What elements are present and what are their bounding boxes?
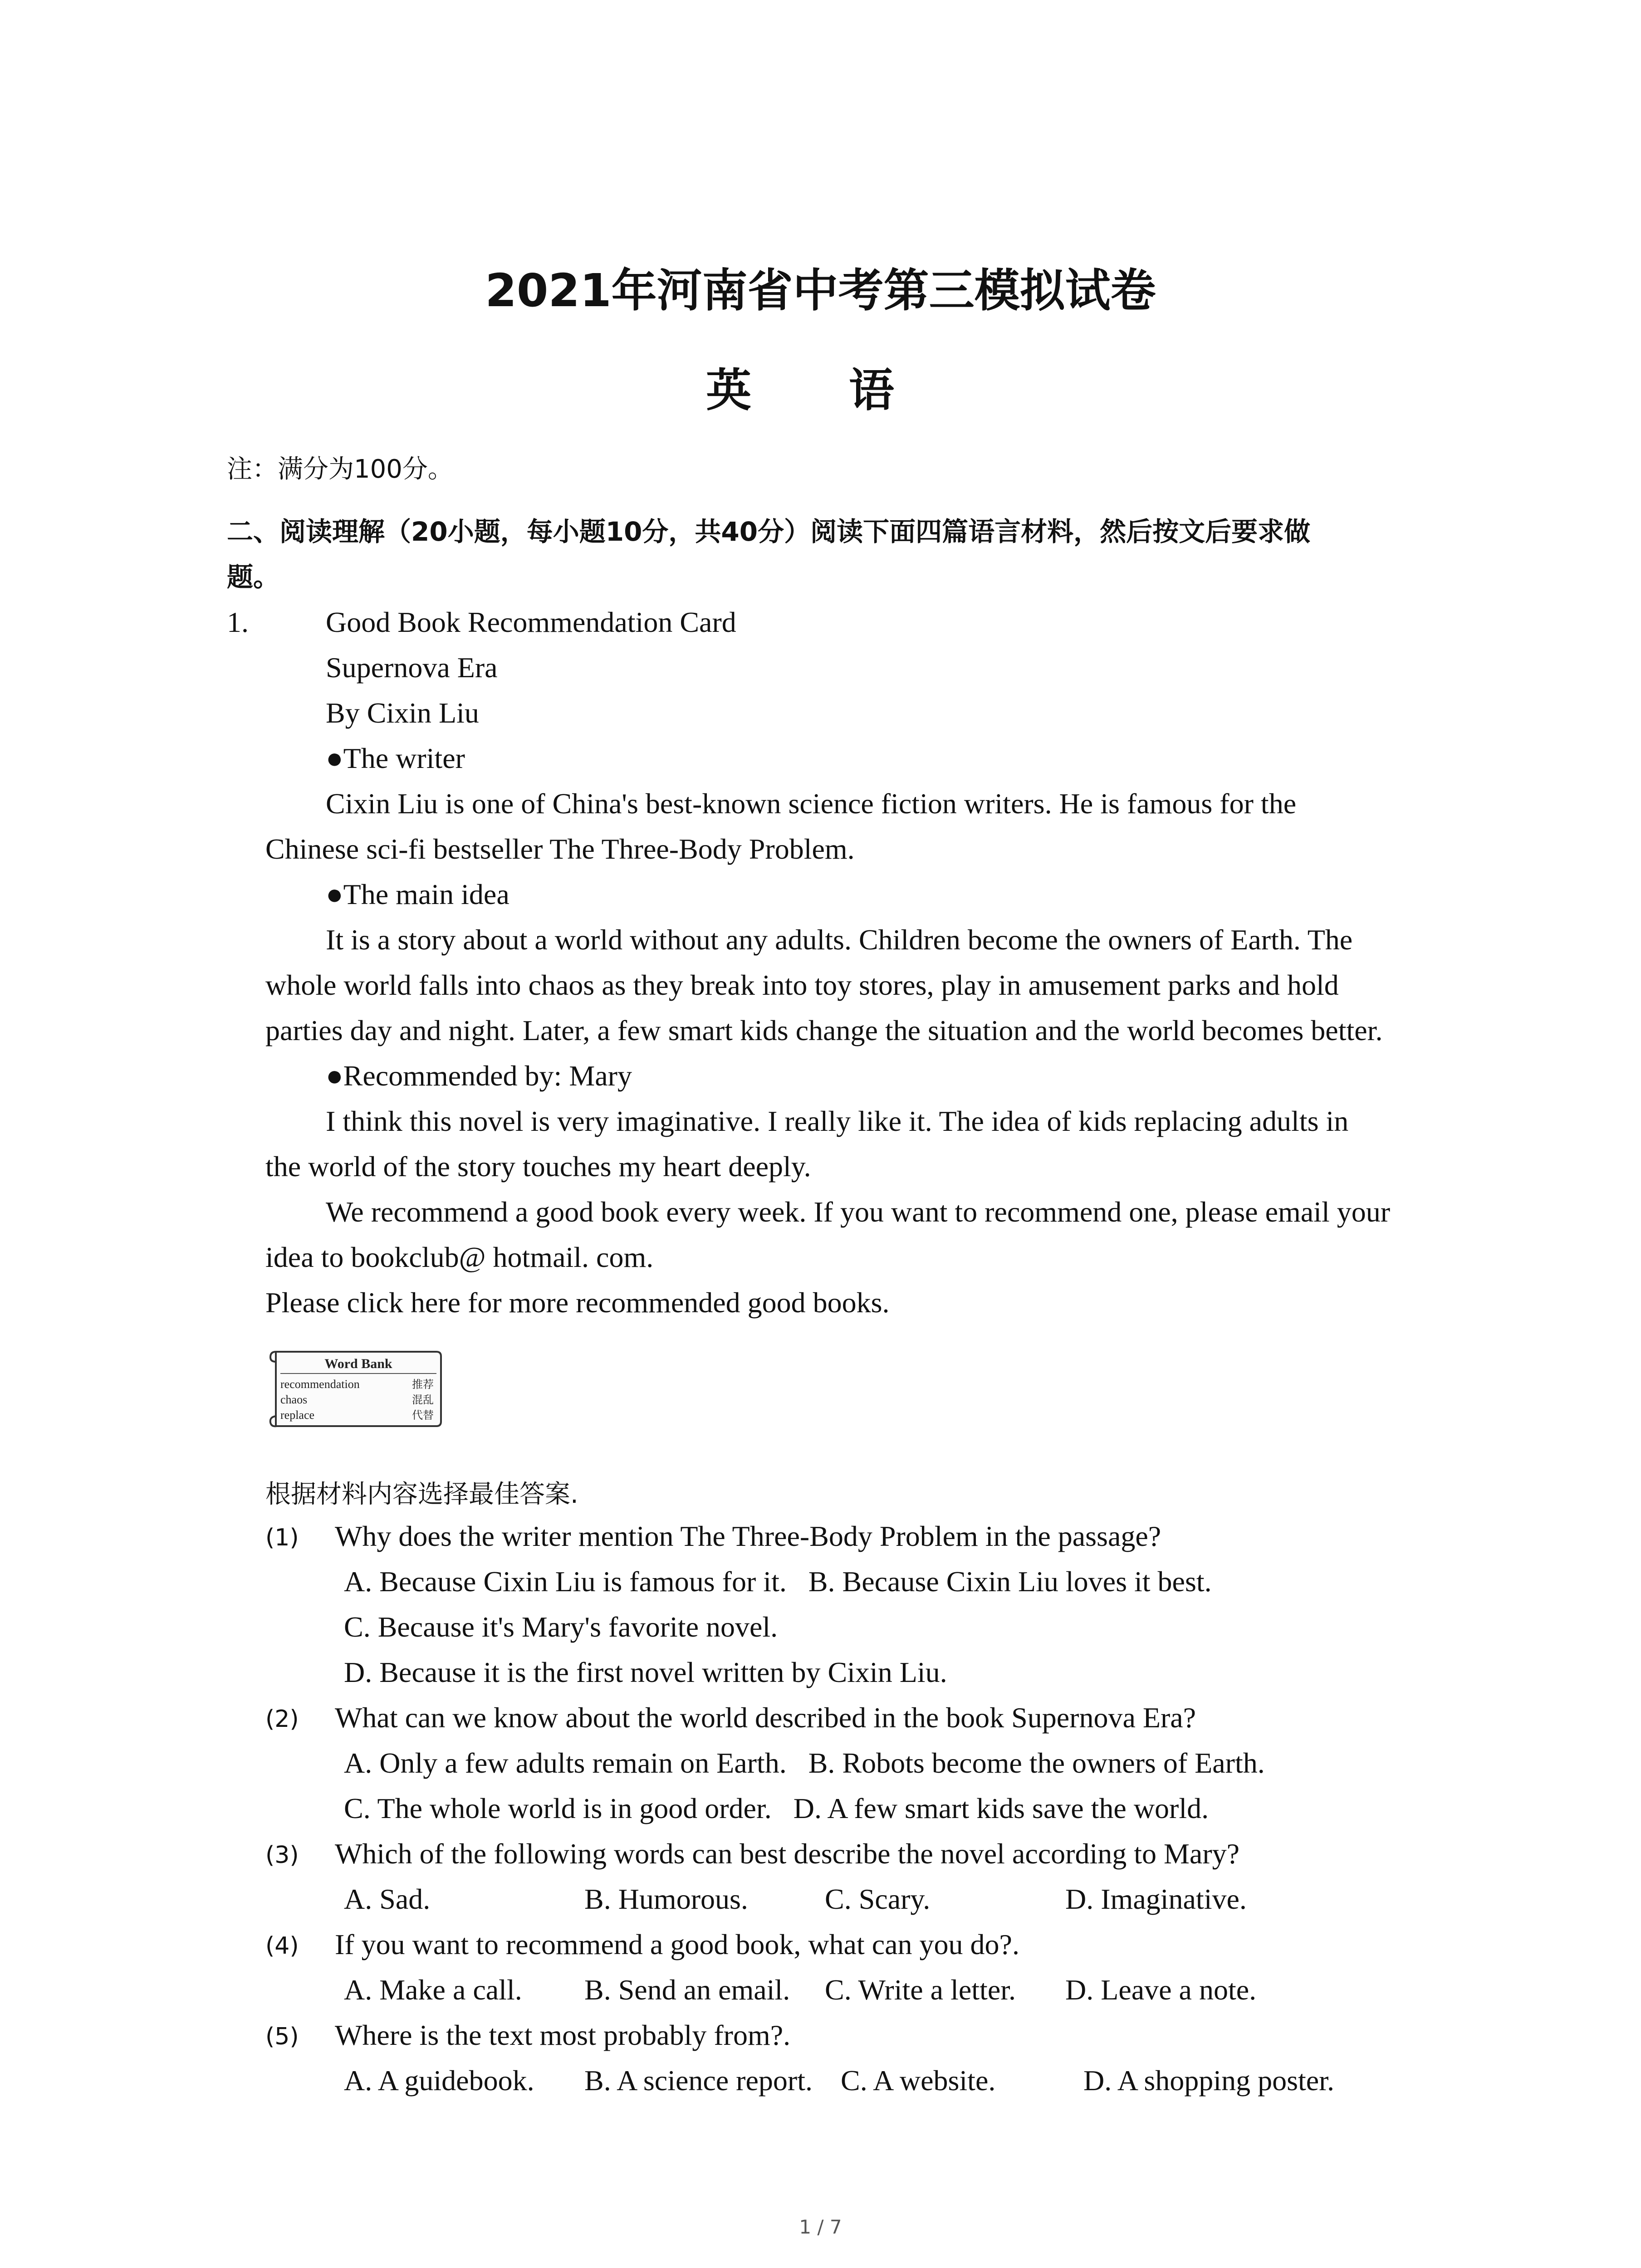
question-text: Which of the following words can best describe the novel according to Mary? [335,1838,1240,1870]
section-heading-line-2: 题。 [227,562,280,592]
word-bank-meaning: 混乱 [412,1393,434,1406]
page-title: 2021年河南省中考第三模拟试卷 [485,264,1156,317]
word-bank-scroll [268,1346,445,1432]
question-options[interactable]: A. Only a few adults remain on Earth. B. Robots become the owners of Earth. [344,1747,1265,1779]
option-a[interactable]: A. Sad. [344,1883,431,1915]
question-options[interactable]: D. Because it is the first novel written by Cixin Liu. [344,1656,947,1688]
book-author: By Cixin Liu [326,697,479,729]
option-c[interactable]: C. A website. [841,2064,996,2097]
passage-link-line[interactable]: Please click here for more recommended good books. [265,1286,890,1319]
book-title: Supernova Era [326,651,498,684]
note: 注：满分为100分。 [227,455,453,484]
question-text: Where is the text most probably from?. [335,2019,791,2051]
question-number: (1) [265,1524,299,1551]
option-d[interactable]: D. A shopping poster. [1083,2064,1334,2097]
option-a[interactable]: A. A guidebook. [344,2064,534,2097]
heading-main-idea: ●The main idea [326,878,509,910]
question-options[interactable]: A. Because Cixin Liu is famous for it. B. Because Cixin Liu loves it best. [344,1565,1212,1598]
section-heading-line-1: 二、阅读理解（20小题，每小题10分，共40分）阅读下面四篇语言材料，然后按文后要求做 [227,516,1311,547]
question-options[interactable]: C. The whole world is in good order. D. A few smart kids save the world. [344,1792,1209,1824]
word-bank-meaning: 代替 [412,1409,434,1422]
word-bank-meaning: 推荐 [412,1378,434,1391]
question-text: If you want to recommend a good book, what can you do?. [335,1928,1019,1960]
passage-line: We recommend a good book every week. If you want to recommend one, please email your [326,1196,1391,1228]
heading-recommended-by: ●Recommended by: Mary [326,1060,632,1092]
question-number: (4) [265,1932,299,1960]
passage-line: It is a story about a world without any adults. Children become the owners of Earth. The [326,924,1353,956]
option-c[interactable]: C. Scary. [825,1883,931,1915]
option-c[interactable]: C. Write a letter. [825,1974,1016,2006]
question-text: Why does the writer mention The Three-Body Problem in the passage? [335,1520,1161,1552]
passage-line: the world of the story touches my heart deeply. [265,1150,811,1183]
passage-line: I think this novel is very imaginative. I really like it. The idea of kids replacing adults in [326,1105,1349,1137]
question-options[interactable]: C. Because it's Mary's favorite novel. [344,1611,778,1643]
passage-line: Chinese sci-fi bestseller The Three-Body Problem. [265,833,855,865]
page-subtitle: 英 语 [706,364,935,417]
passage-line: whole world falls into chaos as they break into toy stores, play in amusement parks and hold [265,969,1339,1001]
word-bank-term: chaos [280,1393,308,1406]
passage-line: parties day and night. Later, a few smart kids change the situation and the world becomes better. [265,1014,1383,1046]
option-b[interactable]: B. Humorous. [584,1883,748,1915]
question-number: (3) [265,1842,299,1869]
option-d[interactable]: D. Imaginative. [1065,1883,1247,1915]
page-number: 1 / 7 [799,2216,842,2238]
option-b[interactable]: B. Send an email. [584,1974,790,2006]
option-b[interactable]: B. A science report. [584,2064,813,2097]
word-bank-title: Word Bank [324,1356,392,1371]
passage-line: idea to bookclub@ hotmail. com. [265,1241,654,1273]
question-number: (5) [265,2023,299,2050]
passage-number: 1. [227,606,249,638]
word-bank-term: recommendation [280,1378,360,1391]
card-title: Good Book Recommendation Card [326,606,736,638]
question-text: What can we know about the world described in the book Supernova Era? [335,1701,1196,1734]
word-bank-term: replace [280,1408,315,1422]
option-d[interactable]: D. Leave a note. [1065,1974,1257,2006]
question-number: (2) [265,1706,299,1733]
option-a[interactable]: A. Make a call. [344,1974,522,2006]
instruction: 根据材料内容选择最佳答案. [265,1480,578,1509]
heading-writer: ●The writer [326,742,465,774]
passage-line: Cixin Liu is one of China's best-known science fiction writers. He is famous for the [326,787,1297,820]
